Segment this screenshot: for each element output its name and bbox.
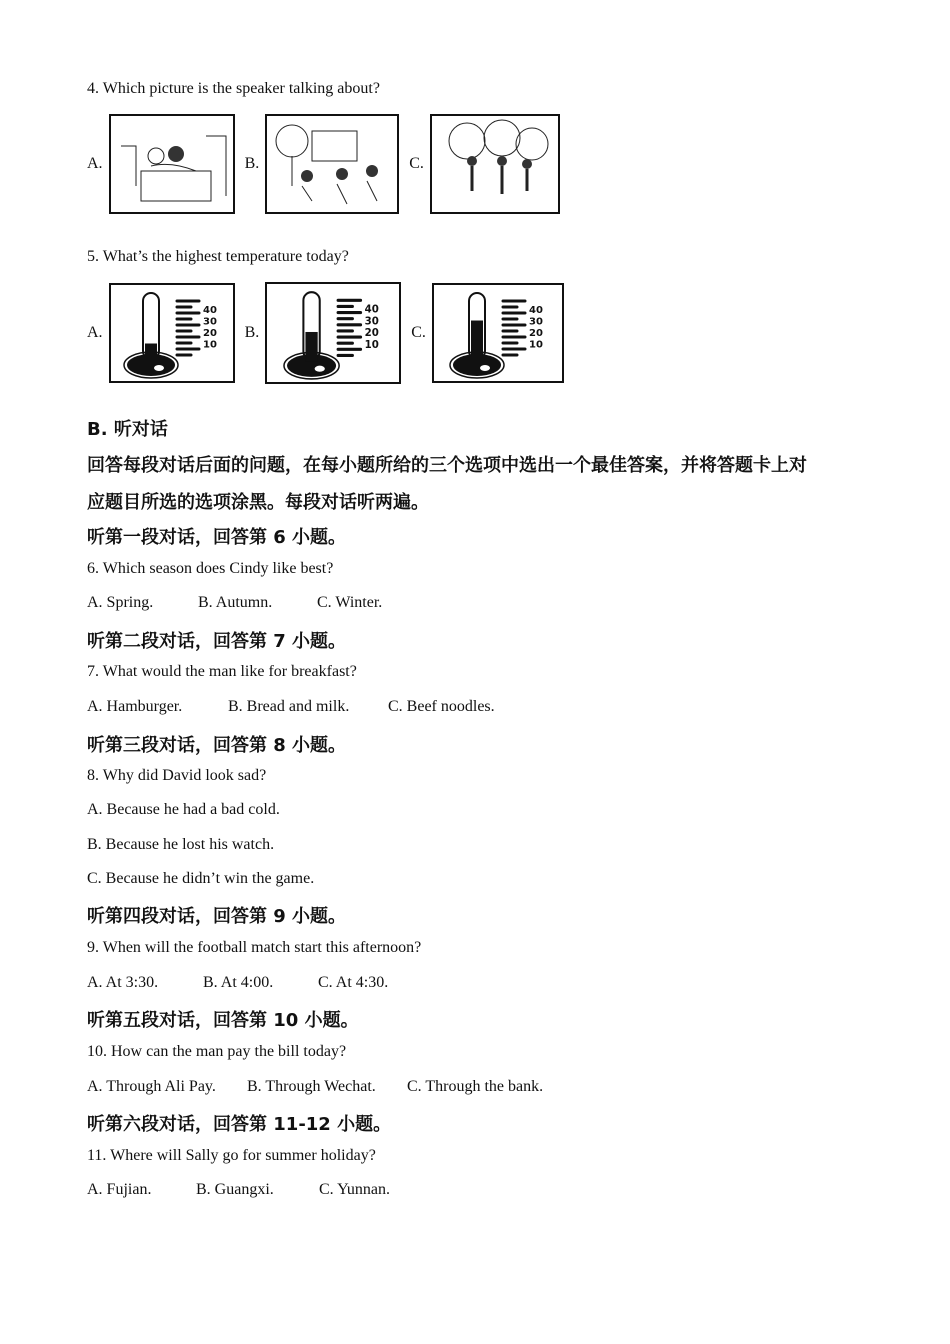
question-8-option-a: A. Because he had a bad cold. bbox=[87, 801, 280, 818]
scale-label: 40 bbox=[364, 304, 380, 316]
question-10: 10. How can the man pay the bill today? bbox=[87, 1043, 347, 1060]
dialogue-5-heading: 听第五段对话，回答第 10 小题。 bbox=[87, 1010, 359, 1031]
q5-option-a-label: A. bbox=[87, 324, 103, 341]
question-4: 4. Which picture is the speaker talking about? bbox=[87, 80, 380, 97]
thermometer-mercury bbox=[306, 332, 318, 362]
section-b-title: B. 听对话 bbox=[87, 419, 168, 440]
scale-label: 30 bbox=[202, 316, 217, 328]
option-b: B. Autumn. bbox=[198, 594, 273, 611]
scale-label: 10 bbox=[364, 339, 380, 351]
scale-label: 30 bbox=[528, 316, 543, 328]
q4-pictures bbox=[87, 114, 570, 214]
dialogue-2-heading: 听第二段对话，回答第 7 小题。 bbox=[87, 631, 347, 652]
q5-option-b-label: B. bbox=[244, 324, 260, 341]
scale-label: 10 bbox=[202, 339, 217, 351]
question-6: 6. Which season does Cindy like best? bbox=[87, 560, 334, 577]
students-planting-trees-picture[interactable] bbox=[265, 114, 399, 214]
question-10-options bbox=[87, 1078, 543, 1096]
option-a: A. Fujian. bbox=[87, 1181, 152, 1198]
option-c: C. At 4:30. bbox=[318, 974, 389, 991]
q4-option-c-label: C. bbox=[409, 155, 424, 172]
question-6-options bbox=[87, 594, 382, 612]
dialogue-1-heading: 听第一段对话，回答第 6 小题。 bbox=[87, 527, 347, 548]
question-8: 8. Why did David look sad? bbox=[87, 767, 267, 784]
question-8-option-c: C. Because he didn’t win the game. bbox=[87, 870, 315, 887]
option-a: A. Hamburger. bbox=[87, 698, 183, 715]
dialogue-3-heading: 听第三段对话，回答第 8 小题。 bbox=[87, 735, 347, 756]
option-a: A. Through Ali Pay. bbox=[87, 1078, 216, 1095]
option-b: B. Through Wechat. bbox=[247, 1078, 376, 1095]
option-b: B. Bread and milk. bbox=[228, 698, 350, 715]
thermometer-mercury bbox=[145, 344, 157, 362]
option-c: C. Through the bank. bbox=[407, 1078, 544, 1095]
question-7-options bbox=[87, 698, 495, 716]
question-11: 11. Where will Sally go for summer holiday? bbox=[87, 1147, 376, 1164]
question-9-options bbox=[87, 974, 388, 992]
q5-pictures bbox=[87, 282, 574, 384]
thermometer-bulb-highlight bbox=[480, 365, 490, 371]
scale-label: 20 bbox=[202, 328, 217, 339]
option-b: B. At 4:00. bbox=[203, 974, 274, 991]
option-c: C. Winter. bbox=[317, 594, 383, 611]
scale-label: 20 bbox=[364, 328, 380, 340]
q5-option-c-label: C. bbox=[411, 324, 426, 341]
scale-label: 40 bbox=[202, 305, 217, 316]
question-7: 7. What would the man like for breakfast? bbox=[87, 663, 357, 680]
question-5: 5. What’s the highest temperature today? bbox=[87, 248, 349, 265]
thermometer-c-picture[interactable] bbox=[432, 283, 564, 383]
dialogue-4-heading: 听第四段对话，回答第 9 小题。 bbox=[87, 906, 347, 927]
section-b-instruction-1: 回答每段对话后面的问题，在每小题所给的三个选项中选出一个最佳答案，并将答题卡上对 bbox=[87, 455, 807, 476]
scale-label: 30 bbox=[364, 316, 380, 328]
thermometer-a-picture[interactable] bbox=[109, 283, 235, 383]
option-b: B. Guangxi. bbox=[196, 1181, 274, 1198]
option-a: A. At 3:30. bbox=[87, 974, 159, 991]
dialogue-6-heading: 听第六段对话，回答第 11-12 小题。 bbox=[87, 1114, 392, 1135]
option-c: C. Yunnan. bbox=[319, 1181, 390, 1198]
option-c: C. Beef noodles. bbox=[388, 698, 495, 715]
scale-label: 10 bbox=[528, 339, 543, 351]
sick-in-bed-picture[interactable] bbox=[109, 114, 235, 214]
scale-label: 40 bbox=[528, 305, 543, 316]
thermometer-b-picture[interactable] bbox=[265, 282, 401, 384]
question-11-options bbox=[87, 1181, 390, 1199]
thermometer-bulb-highlight bbox=[315, 366, 325, 372]
thermometer-bulb-highlight bbox=[154, 365, 164, 371]
scale-label: 20 bbox=[528, 328, 543, 339]
question-9: 9. When will the football match start this afternoon? bbox=[87, 939, 422, 956]
people-in-park-picture[interactable] bbox=[430, 114, 560, 214]
q4-option-a-label: A. bbox=[87, 155, 103, 172]
thermometer-mercury bbox=[471, 321, 483, 362]
section-b-instruction-2: 应题目所选的选项涂黑。每段对话听两遍。 bbox=[87, 492, 429, 513]
option-a: A. Spring. bbox=[87, 594, 154, 611]
q4-option-b-label: B. bbox=[244, 155, 260, 172]
question-8-option-b: B. Because he lost his watch. bbox=[87, 836, 275, 853]
